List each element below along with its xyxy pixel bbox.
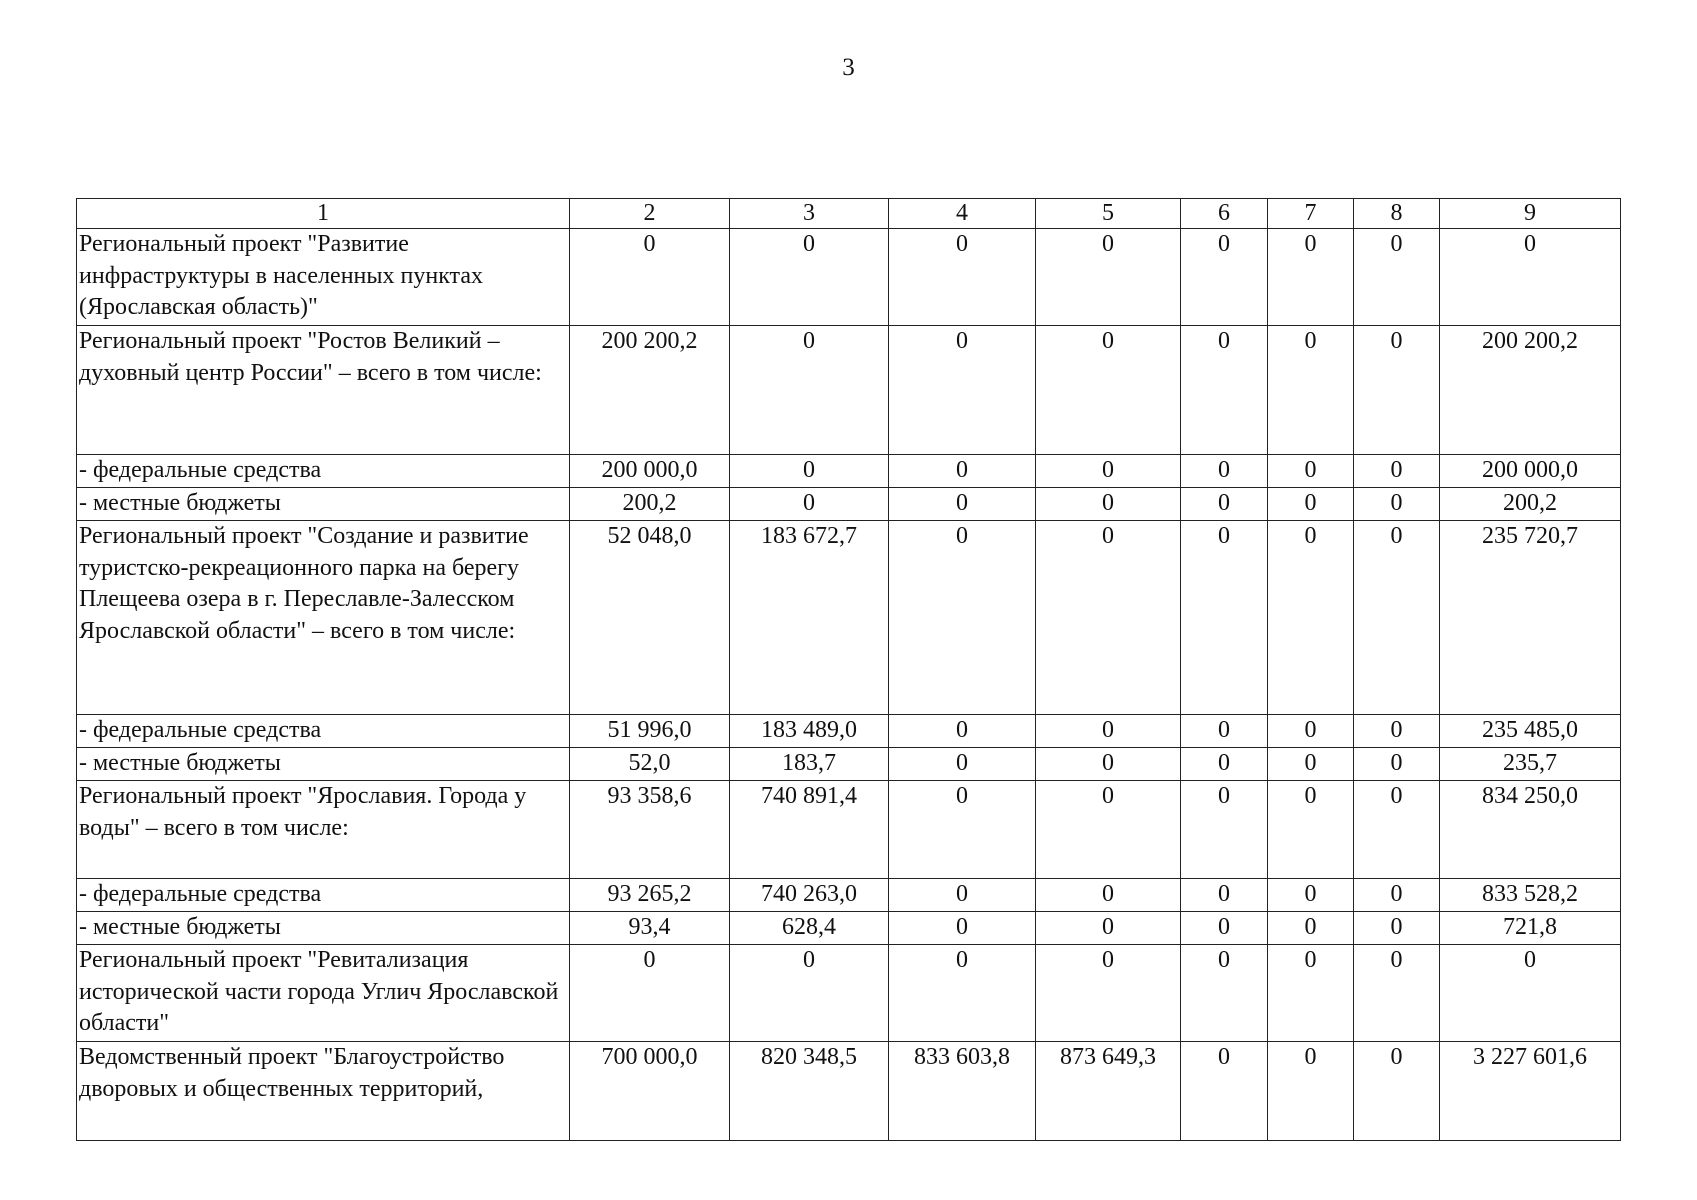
value-cell: 93 358,6 <box>570 781 730 879</box>
value-cell: 0 <box>1354 1042 1440 1141</box>
value-cell: 0 <box>1181 326 1268 455</box>
value-cell: 0 <box>1268 879 1354 912</box>
value-cell: 0 <box>1181 879 1268 912</box>
value-cell: 0 <box>1181 912 1268 945</box>
value-cell: 0 <box>889 945 1036 1042</box>
table-row <box>77 945 1621 1042</box>
value-cell: 183 672,7 <box>730 521 889 715</box>
value-cell: 0 <box>1354 912 1440 945</box>
value-cell: 0 <box>889 879 1036 912</box>
value-cell: 0 <box>1354 781 1440 879</box>
value-cell: 0 <box>1268 1042 1354 1141</box>
value-cell: 200,2 <box>570 488 730 521</box>
table-row <box>77 521 1621 715</box>
value-cell: 0 <box>1268 912 1354 945</box>
row-name: - федеральные средства <box>77 879 570 912</box>
value-cell: 0 <box>1181 229 1268 326</box>
value-cell: 0 <box>889 912 1036 945</box>
value-cell: 0 <box>570 945 730 1042</box>
value-cell: 183,7 <box>730 748 889 781</box>
value-cell: 0 <box>1181 945 1268 1042</box>
value-cell: 0 <box>1036 912 1181 945</box>
row-name: - местные бюджеты <box>77 488 570 521</box>
value-cell: 0 <box>889 455 1036 488</box>
value-cell: 0 <box>1268 748 1354 781</box>
value-cell: 0 <box>1268 781 1354 879</box>
table-row <box>77 1042 1621 1141</box>
value-cell: 0 <box>1268 521 1354 715</box>
value-cell: 0 <box>1354 326 1440 455</box>
table-row <box>77 488 1621 521</box>
value-cell: 834 250,0 <box>1440 781 1621 879</box>
value-cell: 0 <box>1354 229 1440 326</box>
value-cell: 0 <box>1036 326 1181 455</box>
value-cell: 0 <box>1181 455 1268 488</box>
row-name: - федеральные средства <box>77 715 570 748</box>
column-header: 1 <box>77 199 570 229</box>
value-cell: 0 <box>1036 715 1181 748</box>
value-cell: 183 489,0 <box>730 715 889 748</box>
value-cell: 200 200,2 <box>570 326 730 455</box>
table-row <box>77 781 1621 879</box>
value-cell: 0 <box>1440 229 1621 326</box>
value-cell: 0 <box>889 715 1036 748</box>
value-cell: 833 528,2 <box>1440 879 1621 912</box>
value-cell: 0 <box>1268 455 1354 488</box>
value-cell: 200 000,0 <box>570 455 730 488</box>
value-cell: 0 <box>1268 715 1354 748</box>
column-header: 8 <box>1354 199 1440 229</box>
value-cell: 0 <box>1036 748 1181 781</box>
value-cell: 200,2 <box>1440 488 1621 521</box>
value-cell: 0 <box>1354 455 1440 488</box>
value-cell: 0 <box>1268 488 1354 521</box>
value-cell: 0 <box>1354 945 1440 1042</box>
value-cell: 820 348,5 <box>730 1042 889 1141</box>
value-cell: 235,7 <box>1440 748 1621 781</box>
budget-table <box>76 198 1621 1141</box>
page-number: 3 <box>842 54 855 81</box>
value-cell: 0 <box>1268 326 1354 455</box>
row-name: - федеральные средства <box>77 455 570 488</box>
value-cell: 0 <box>730 326 889 455</box>
column-header: 6 <box>1181 199 1268 229</box>
column-header: 7 <box>1268 199 1354 229</box>
column-header: 4 <box>889 199 1036 229</box>
value-cell: 0 <box>1181 521 1268 715</box>
value-cell: 0 <box>1354 521 1440 715</box>
value-cell: 700 000,0 <box>570 1042 730 1141</box>
table-row <box>77 229 1621 326</box>
row-name: - местные бюджеты <box>77 912 570 945</box>
value-cell: 0 <box>1036 781 1181 879</box>
row-name: Региональный проект "Ростов Великий – духовный центр России" – всего в том числе: <box>77 326 570 455</box>
value-cell: 0 <box>730 455 889 488</box>
value-cell: 0 <box>1440 945 1621 1042</box>
value-cell: 0 <box>1036 945 1181 1042</box>
value-cell: 0 <box>1181 781 1268 879</box>
value-cell: 52 048,0 <box>570 521 730 715</box>
value-cell: 93 265,2 <box>570 879 730 912</box>
value-cell: 3 227 601,6 <box>1440 1042 1621 1141</box>
table-row <box>77 879 1621 912</box>
value-cell: 0 <box>889 521 1036 715</box>
value-cell: 200 000,0 <box>1440 455 1621 488</box>
table-row <box>77 326 1621 455</box>
value-cell: 0 <box>889 229 1036 326</box>
value-cell: 0 <box>889 326 1036 455</box>
row-name: - местные бюджеты <box>77 748 570 781</box>
column-header: 2 <box>570 199 730 229</box>
value-cell: 93,4 <box>570 912 730 945</box>
value-cell: 0 <box>1268 229 1354 326</box>
value-cell: 0 <box>1181 715 1268 748</box>
value-cell: 833 603,8 <box>889 1042 1036 1141</box>
value-cell: 873 649,3 <box>1036 1042 1181 1141</box>
value-cell: 721,8 <box>1440 912 1621 945</box>
table-row <box>77 715 1621 748</box>
value-cell: 235 720,7 <box>1440 521 1621 715</box>
value-cell: 0 <box>1181 1042 1268 1141</box>
value-cell: 0 <box>1354 715 1440 748</box>
column-header: 9 <box>1440 199 1621 229</box>
value-cell: 0 <box>1036 488 1181 521</box>
value-cell: 0 <box>1354 879 1440 912</box>
value-cell: 0 <box>889 488 1036 521</box>
table-row <box>77 455 1621 488</box>
row-name: Региональный проект "Ревитализация исторической части города Углич Ярославской области" <box>77 945 570 1042</box>
column-header: 5 <box>1036 199 1181 229</box>
value-cell: 0 <box>730 945 889 1042</box>
row-name: Региональный проект "Создание и развитие туристско-рекреационного парка на берегу Плещеева озера в г. Переславле-Залесском Ярославской области" – всего в том числе: <box>77 521 570 715</box>
row-name: Ведомственный проект "Благоустройство дворовых и общественных территорий, <box>77 1042 570 1141</box>
value-cell: 0 <box>730 488 889 521</box>
value-cell: 740 891,4 <box>730 781 889 879</box>
value-cell: 0 <box>1354 748 1440 781</box>
value-cell: 0 <box>1354 488 1440 521</box>
value-cell: 0 <box>1036 521 1181 715</box>
value-cell: 0 <box>1036 879 1181 912</box>
table-row <box>77 748 1621 781</box>
column-header: 3 <box>730 199 889 229</box>
value-cell: 628,4 <box>730 912 889 945</box>
value-cell: 0 <box>1181 488 1268 521</box>
value-cell: 0 <box>1268 945 1354 1042</box>
value-cell: 0 <box>1181 748 1268 781</box>
row-name: Региональный проект "Ярославия. Города у воды" – всего в том числе: <box>77 781 570 879</box>
value-cell: 200 200,2 <box>1440 326 1621 455</box>
value-cell: 0 <box>1036 229 1181 326</box>
value-cell: 0 <box>889 781 1036 879</box>
row-name: Региональный проект "Развитие инфраструктуры в населенных пунктах (Ярославская область)" <box>77 229 570 326</box>
table-row <box>77 912 1621 945</box>
value-cell: 740 263,0 <box>730 879 889 912</box>
value-cell: 51 996,0 <box>570 715 730 748</box>
value-cell: 0 <box>889 748 1036 781</box>
value-cell: 0 <box>730 229 889 326</box>
value-cell: 0 <box>570 229 730 326</box>
value-cell: 0 <box>1036 455 1181 488</box>
header-row <box>77 199 1621 229</box>
value-cell: 235 485,0 <box>1440 715 1621 748</box>
value-cell: 52,0 <box>570 748 730 781</box>
